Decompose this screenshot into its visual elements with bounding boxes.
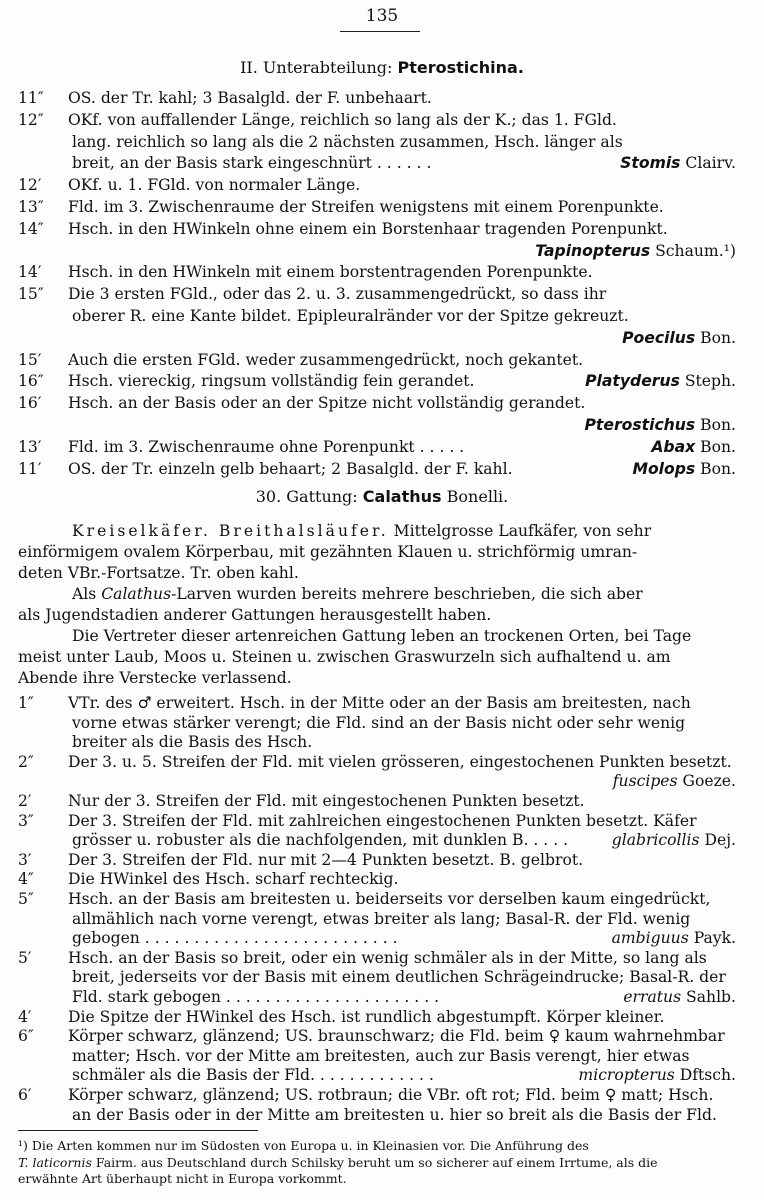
subdivision-name: Pterostichina. [397, 58, 524, 77]
intro-line [18, 668, 754, 689]
key-text: Fld. im 3. Zwischenraume ohne Porenpunkt . . . . . [68, 437, 465, 456]
key-text: an der Basis oder in der Mitte am breitesten u. hier so breit als die Basis der Fld. [72, 1105, 717, 1124]
couplet-number: 4′ [18, 1007, 32, 1026]
key-text: breit, jederseits vor der Basis mit einem deutlichen Schrägeindrucke; Basal-R. der [72, 968, 726, 987]
couplet-number: 1″ [18, 694, 34, 712]
intro-line [72, 521, 754, 542]
intro-line [18, 605, 754, 626]
key-text: Der 3. u. 5. Streifen der Fld. mit vielen grösseren, eingestochenen Punkten besetzt. [68, 752, 732, 771]
intro-text: Mittelgrosse Laufkäfer, von sehr [388, 522, 652, 540]
key-text: OS. der Tr. kahl; 3 Basalgld. der F. unbehaart. [68, 89, 432, 107]
author-name: Payk. [693, 929, 736, 948]
couplet-number: 13″ [18, 198, 44, 216]
footnote-line [18, 1171, 750, 1187]
key-line [18, 110, 754, 131]
common-names: Kreiselkäfer. Breithalsläufer. [72, 522, 389, 540]
couplet-number: 5′ [18, 948, 32, 967]
footnote-text: erwähnte Art überhaupt nicht in Europa vorkommt. [18, 1171, 347, 1186]
key-text: Die HWinkel des Hsch. scharf rechteckig. [68, 870, 399, 889]
intro-text: -Larven wurden bereits mehrere beschrieben, die sich aber [171, 585, 643, 603]
key-text: Fld. stark gebogen . . . . . . . . . . . . . . . . . . . . . . [72, 988, 440, 1006]
key-line [18, 393, 754, 414]
author-name: Schaum.¹) [655, 241, 736, 260]
footnote-italic: T. laticornis [18, 1154, 92, 1170]
author-name: Bon. [700, 416, 736, 434]
page-number: 135 [365, 6, 399, 26]
key-line [18, 693, 754, 714]
couplet-number: 5″ [18, 890, 34, 908]
genus-name: Platyderus [585, 372, 680, 391]
key-text: Hsch. in den HWinkeln mit einem borstentragenden Porenpunkte. [68, 263, 593, 282]
author-name: Bon. [700, 328, 736, 347]
key-text: Fld. im 3. Zwischenraume der Streifen wenigstens mit einem Porenpunkte. [68, 198, 664, 216]
author-name: Dftsch. [679, 1066, 736, 1085]
header-rule [340, 31, 420, 32]
species-name: ambiguus [611, 929, 689, 948]
key-line [18, 88, 754, 109]
key-text: OKf. u. 1. FGld. von normaler Länge. [68, 176, 361, 195]
key-line [18, 262, 754, 283]
key-line [18, 869, 754, 890]
genus-heading-author: Bonelli. [446, 487, 509, 506]
intro-line [72, 584, 754, 605]
couplet-number: 11′ [18, 459, 42, 478]
key-text: Hsch. an der Basis am breitesten u. beiderseits vor derselben kaum eingedrückt, [68, 890, 711, 908]
couplet-number: 6′ [18, 1086, 32, 1104]
taxon-label [628, 459, 736, 479]
key-text: matter; Hsch. vor der Mitte am breitesten, auch zur Basis verengt, hier etwas [72, 1046, 690, 1065]
key-line [72, 306, 754, 327]
couplet-number: 12″ [18, 110, 44, 129]
footnote-rule [18, 1130, 258, 1131]
genus-heading [0, 487, 764, 506]
key-line [72, 132, 754, 153]
key-line [18, 811, 754, 832]
key-line [18, 437, 754, 458]
key-line [18, 1085, 754, 1106]
key-line [72, 928, 754, 949]
couplet-number: 11″ [18, 89, 44, 107]
key-line [18, 350, 754, 371]
key-line [18, 219, 754, 240]
author-name: Bon. [700, 459, 736, 478]
genus-name: Poecilus [622, 328, 696, 347]
key-text: vorne etwas stärker verengt; die Fld. sind an der Basis nicht oder sehr wenig [72, 713, 686, 732]
key-text: Der 3. Streifen der Fld. nur mit 2—4 Punkten besetzt. B. gelbrot. [68, 850, 584, 869]
couplet-number: 15′ [18, 350, 42, 369]
couplet-number: 2″ [18, 752, 34, 771]
key-line [72, 1065, 754, 1086]
taxon-label [609, 771, 736, 791]
intro-line [18, 647, 754, 668]
couplet-number: 4″ [18, 870, 34, 889]
couplet-number: 12′ [18, 176, 42, 195]
key-text: Die Spitze der HWinkel des Hsch. ist rundlich abgestumpft. Körper kleiner. [68, 1007, 665, 1026]
key-text: Nur der 3. Streifen der Fld. mit eingestochenen Punkten besetzt. [68, 792, 585, 810]
couplet-number: 15″ [18, 285, 44, 304]
couplet-number: 16″ [18, 372, 44, 391]
key-text: schmäler als die Basis der Fld. . . . . . . . . . . . . [72, 1066, 434, 1085]
species-name: erratus [623, 988, 682, 1006]
genus-name: Tapinopterus [535, 241, 651, 260]
key-text: Hsch. an der Basis so breit, oder ein wenig schmäler als in der Mitte, so lang als [68, 948, 707, 967]
species-name: glabricollis [611, 831, 700, 850]
key-line [18, 752, 754, 773]
footnote-text: ¹) Die Arten kommen nur im Südosten von Europa u. in Kleinasien vor. Die Anführung des [18, 1138, 589, 1153]
author-name: Sahlb. [686, 988, 736, 1006]
key-line [72, 987, 754, 1008]
intro-text: deten VBr.-Fortsatze. Tr. oben kahl. [18, 564, 299, 582]
taxon-label [581, 415, 737, 435]
intro-text: Abende ihre Verstecke verlassend. [18, 669, 292, 687]
key-text: Hsch. in den HWinkeln ohne einem ein Borstenhaar tragenden Porenpunkt. [68, 219, 668, 238]
taxon-label [619, 987, 736, 1007]
couplet-number: 13′ [18, 437, 42, 456]
author-name: Dej. [704, 831, 736, 850]
key-line [18, 175, 754, 196]
author-name: Steph. [684, 372, 736, 391]
key-text: breiter als die Basis des Hsch. [72, 733, 313, 752]
subdivision-heading [0, 58, 764, 77]
footnote-text: Fairm. aus Deutschland durch Schilsky beruht um so sicherer auf einem Irrtume, als die [91, 1154, 658, 1170]
intro-text: Die Vertreter dieser artenreichen Gattung leben an trockenen Orten, bei Tage [72, 627, 692, 645]
taxon-label [581, 371, 736, 391]
key-text: Der 3. Streifen der Fld. mit zahlreichen eingestochenen Punkten besetzt. Käfer [68, 811, 697, 830]
key-text: VTr. des ♂ erweitert. Hsch. in der Mitte oder an der Basis am breitesten, nach [68, 694, 691, 712]
key-text: grösser u. robuster als die nachfolgenden, mit dunklen B. . . . . [72, 831, 569, 850]
key-line [72, 909, 754, 930]
intro-text: Als [72, 585, 102, 603]
subdivision-prefix: II. Unterabteilung: [240, 58, 393, 77]
key-line [18, 284, 754, 305]
intro-text: einförmigem ovalem Körperbau, mit gezähnten Klauen u. strichförmig umran- [18, 543, 638, 561]
intro-line [72, 626, 754, 647]
taxon-label [647, 437, 736, 457]
footnote-line [18, 1138, 750, 1154]
key-line [72, 1046, 754, 1067]
key-line [18, 771, 754, 792]
intro-line [18, 563, 754, 584]
key-line [18, 889, 754, 910]
genus-name: Pterostichus [584, 416, 696, 434]
key-text: Körper schwarz, glänzend; US. rotbraun; die VBr. oft rot; Fld. beim ♀ matt; Hsch. [68, 1086, 714, 1104]
genus-italic: Calathus [101, 585, 172, 603]
key-line [72, 153, 754, 174]
key-line [18, 415, 754, 436]
genus-heading-prefix: 30. Gattung: [255, 487, 358, 506]
intro-line [18, 542, 754, 563]
couplet-number: 6″ [18, 1027, 34, 1046]
key-text: OKf. von auffallender Länge, reichlich so lang als der K.; das 1. FGld. [68, 110, 617, 129]
genus-name: Abax [651, 437, 696, 456]
key-text: OS. der Tr. einzeln gelb behaart; 2 Basalgld. der F. kahl. [68, 459, 513, 478]
genus-name: Stomis [620, 154, 681, 173]
key-line [18, 1007, 754, 1028]
intro-text: meist unter Laub, Moos u. Steinen u. zwischen Graswurzeln sich aufhaltend u. am [18, 648, 671, 666]
key-text: Hsch. viereckig, ringsum vollständig fein gerandet. [68, 372, 475, 391]
key-line [18, 948, 754, 969]
author-name: Goeze. [682, 772, 736, 791]
couplet-number: 14′ [18, 263, 42, 282]
author-name: Bon. [700, 437, 736, 456]
species-name: fuscipes [612, 772, 678, 791]
key-text: breit, an der Basis stark eingeschnürt . . . . . . [72, 154, 432, 173]
key-text: lang. reichlich so lang als die 2 nächsten zusammen, Hsch. länger als [72, 132, 623, 151]
taxon-label [608, 830, 736, 850]
couplet-number: 3′ [18, 850, 32, 869]
author-name: Clairv. [685, 154, 736, 173]
key-line [72, 732, 754, 753]
key-text: Körper schwarz, glänzend; US. braunschwarz; die Fld. beim ♀ kaum wahrnehmbar [68, 1027, 725, 1046]
couplet-number: 14″ [18, 219, 44, 238]
footnote-line [18, 1155, 750, 1171]
genus-name: Molops [632, 459, 696, 478]
key-text: oberer R. eine Kante bildet. Epipleuralränder vor der Spitze gekreuzt. [72, 307, 629, 325]
key-line [72, 1105, 754, 1126]
genus-heading-name: Calathus [362, 487, 442, 506]
taxon-label [574, 1065, 736, 1085]
key-text: Auch die ersten FGld. weder zusammengedrückt, noch gekantet. [68, 350, 584, 369]
taxon-label [616, 153, 736, 173]
key-line [72, 713, 754, 734]
key-line [18, 791, 754, 812]
taxon-label [608, 928, 736, 948]
key-text: Hsch. an der Basis oder an der Spitze nicht vollständig gerandet. [68, 394, 586, 413]
key-line [18, 459, 754, 480]
taxon-label [531, 241, 736, 261]
couplet-number: 2′ [18, 792, 32, 810]
key-text: allmählich nach vorne verengt, etwas breiter als lang; Basal-R. der Fld. wenig [72, 909, 691, 928]
key-line [18, 1026, 754, 1047]
key-line [18, 850, 754, 871]
intro-text: als Jugendstadien anderer Gattungen herausgestellt haben. [18, 606, 492, 624]
couplet-number: 3″ [18, 811, 34, 830]
key-line [72, 967, 754, 988]
key-line [18, 197, 754, 218]
key-line [18, 328, 754, 349]
key-text: Die 3 ersten FGld., oder das 2. u. 3. zusammengedrückt, so dass ihr [68, 285, 607, 304]
key-line [18, 371, 754, 392]
taxon-label [618, 328, 736, 348]
key-line [18, 241, 754, 262]
species-name: micropterus [578, 1066, 675, 1085]
couplet-number: 16′ [18, 394, 42, 413]
key-text: gebogen . . . . . . . . . . . . . . . . . . . . . . . . . . [72, 929, 398, 948]
key-line [72, 830, 754, 851]
